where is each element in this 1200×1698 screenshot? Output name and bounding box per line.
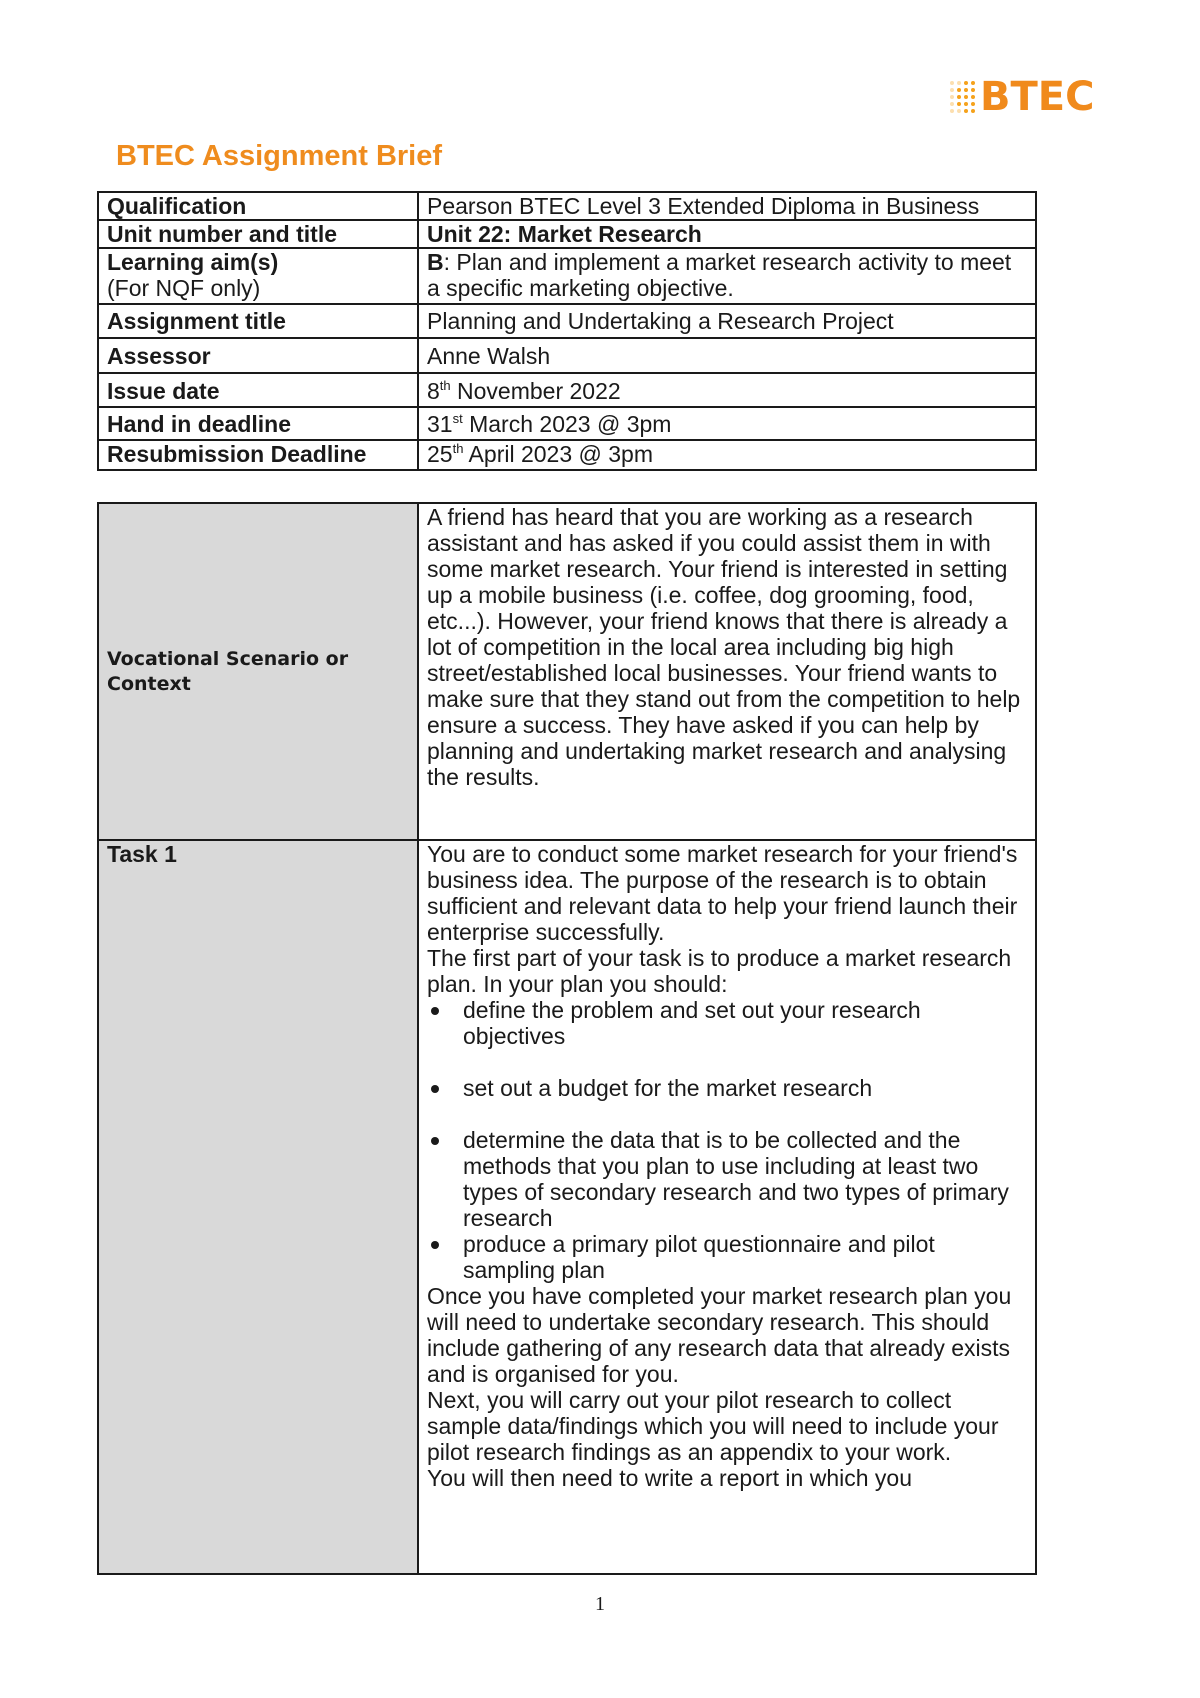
resubmission-suffix: th	[452, 441, 464, 456]
page-number: 1	[595, 1593, 605, 1615]
assessor-label: Assessor	[98, 338, 418, 373]
scenario-tasks-table	[97, 502, 1037, 1575]
list-item: set out a budget for the market research	[427, 1075, 1027, 1101]
scenario-paragraph: A friend has heard that you are working as a research assistant and has asked if you could assist them in with some market research. Your friend is interested in setting up a mobile business (i.e. coffee, dog grooming, food, etc...). However, your friend knows that there is already a lot of competition in the local area including big high street/established local businesses. Your friend wants to make sure that they stand out from the competition to help ensure a success. They have asked if you can help by planning and undertaking market research and analysing the results.	[427, 504, 1021, 790]
task-1-content	[418, 840, 1036, 1574]
assessor-value: Anne Walsh	[418, 338, 1036, 373]
table-row	[98, 220, 1036, 248]
resubmission-label: Resubmission Deadline	[98, 440, 418, 470]
issue-date-day: 8	[427, 378, 440, 404]
task-1-body	[427, 841, 1027, 1543]
logo-dots-icon	[950, 77, 976, 117]
learning-aim-text: : Plan and implement a market research activity to meet a specific marketing objective.	[427, 249, 1012, 301]
list-item: define the problem and set out your research objectives	[427, 997, 1027, 1049]
page-title: BTEC Assignment Brief	[116, 140, 443, 172]
scenario-label: Vocational Scenario or Context	[98, 503, 418, 840]
learning-aims-sublabel: (For NQF only)	[107, 275, 261, 301]
issue-date-suffix: th	[439, 378, 451, 393]
task-1-plan-intro: The first part of your task is to produce a market research plan. In your plan you should:	[427, 945, 1012, 997]
task-1-label: Task 1	[98, 840, 418, 1574]
table-row	[98, 248, 1036, 304]
table-row	[98, 338, 1036, 373]
hand-in-day: 31	[427, 411, 453, 437]
table-row	[98, 503, 1036, 840]
qualification-value: Pearson BTEC Level 3 Extended Diploma in Business	[418, 192, 1036, 220]
issue-date-label: Issue date	[98, 373, 418, 407]
assignment-title-value: Planning and Undertaking a Research Project	[418, 304, 1036, 338]
learning-aims-label	[98, 248, 418, 304]
table-row	[98, 840, 1036, 1574]
table-row	[98, 192, 1036, 220]
resubmission-rest: April 2023 @ 3pm	[463, 441, 653, 467]
hand-in-label: Hand in deadline	[98, 407, 418, 440]
task-1-bullet-list	[427, 997, 1027, 1283]
list-item: produce a primary pilot questionnaire and pilot sampling plan	[427, 1231, 1027, 1283]
qualification-label: Qualification	[98, 192, 418, 220]
learning-aim-code: B	[427, 249, 444, 275]
task-1-report: You will then need to write a report in which you	[427, 1465, 912, 1491]
task-1-secondary: Once you have completed your market research plan you will need to undertake secondary research. This should include gathering of any research data that already exists and is organised for you.	[427, 1283, 1012, 1387]
resubmission-value	[418, 440, 1036, 470]
btec-logo	[950, 74, 1094, 120]
table-row	[98, 304, 1036, 338]
hand-in-value	[418, 407, 1036, 440]
table-row	[98, 407, 1036, 440]
learning-aims-title: Learning aim(s)	[107, 249, 279, 275]
learning-aims-value	[418, 248, 1036, 304]
hand-in-rest: March 2023 @ 3pm	[462, 411, 672, 437]
task-1-intro: You are to conduct some market research for your friend's business idea. The purpose of the research is to obtain sufficient and relevant data to help your friend launch their enterprise successfully.	[427, 841, 1018, 945]
task-1-pilot: Next, you will carry out your pilot research to collect sample data/findings which you will need to include your pilot research findings as an appendix to your work.	[427, 1387, 999, 1465]
unit-value: Unit 22: Market Research	[418, 220, 1036, 248]
list-item: determine the data that is to be collected and the methods that you plan to use including at least two types of secondary research and two types of primary research	[427, 1127, 1027, 1231]
resubmission-day: 25	[427, 441, 453, 467]
scenario-text	[418, 503, 1036, 840]
issue-date-value	[418, 373, 1036, 407]
assignment-title-label: Assignment title	[98, 304, 418, 338]
hand-in-suffix: st	[452, 411, 463, 426]
logo-text: BTEC	[980, 74, 1095, 120]
table-row	[98, 373, 1036, 407]
unit-label: Unit number and title	[98, 220, 418, 248]
table-row	[98, 440, 1036, 470]
issue-date-rest: November 2022	[450, 378, 621, 404]
assignment-info-table	[97, 191, 1037, 471]
